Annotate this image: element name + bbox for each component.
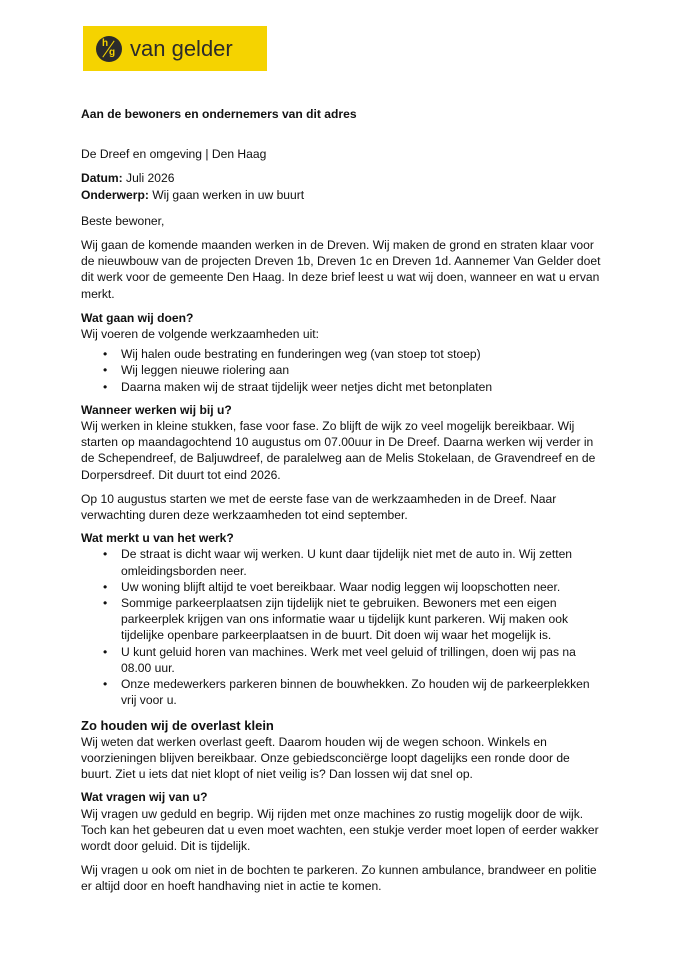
list-item: • Onze medewerkers parkeren binnen de bouwhekken. Zo houden wij de parkeerplekken vrij voor u. [121, 676, 601, 708]
section-nuisance-paragraph: Wij weten dat werken overlast geeft. Daarom houden wij de wegen schoon. Winkels en voorzieningen blijven bereikbaar. Onze gebiedsconciërge loopt dagelijks een ronde door de buurt. Ziet u iets dat niet klopt of niet veilig is? Dan lossen wij dat snel op. [81, 734, 570, 782]
section-heading-notice: Wat merkt u van het werk? [81, 531, 234, 546]
subject-label: Onderwerp: [81, 187, 149, 202]
section-heading-when: Wanneer werken wij bij u? [81, 402, 232, 417]
list-item: • De straat is dicht waar wij werken. U kunt daar tijdelijk niet met de auto in. Wij zetten omleidingsborden neer. [121, 546, 601, 578]
location-line: De Dreef en omgeving | Den Haag [81, 147, 267, 162]
recipient-line: Aan de bewoners en ondernemers van dit adres [81, 107, 357, 121]
date-line [81, 170, 601, 186]
logo-text: van gelder [130, 35, 233, 61]
list-item: • Daarna maken wij de straat tijdelijk weer netjes dicht met betonplaten [121, 379, 601, 395]
section-heading-request: Wat vragen wij van u? [81, 790, 208, 805]
intro-paragraph: Wij gaan de komende maanden werken in de Dreven. Wij maken de grond en straten klaar voor de nieuwbouw van de projecten Dreven 1b, Dreven 1c en Dreven 1d. Aannemer Van Gelder doet dit werk voor de gemeente Den Haag. In deze brief leest u wat wij doen, wanneer en wat u ervan merkt. [81, 238, 601, 301]
logo-mark-h: h [102, 37, 109, 49]
list-item: • Sommige parkeerplaatsen zijn tijdelijk niet te gebruiken. Bewoners met een eigen parkeerplek krijgen van ons informatie waar u tijdelijk kunt parkeren. Wij maken ook tijdelijke openbare parkeerplaatsen in de buurt. Dit doen wij waar het mogelijk is. [121, 595, 601, 644]
section-what-intro: Wij voeren de volgende werkzaamheden uit: [81, 327, 319, 342]
logo-mark-g: g [109, 46, 116, 58]
work-list [81, 346, 601, 395]
section-when-paragraph-1: Wij werken in kleine stukken, fase voor fase. Zo blijft de wijk zo veel mogelijk bereikbaar. Wij starten op maandagochtend 10 augustus om 07.00uur in De Dreef. Daarna werken wij verder in de Schependreef, de Baljuwdreef, de paralelweg aan de Melis Stokelaan, de Gravendreef en de Dorpersdreef. Dit duurt tot eind 2026. [81, 419, 596, 482]
date-value: Juli 2026 [122, 171, 175, 186]
list-item: • U kunt geluid horen van machines. Werk met veel geluid of trillingen, doen wij pas na 08.00 uur. [121, 644, 601, 676]
list-item: • Wij leggen nieuwe riolering aan [121, 362, 601, 378]
section-heading-what: Wat gaan wij doen? [81, 310, 194, 325]
salutation: Beste bewoner, [81, 213, 165, 228]
notice-list [81, 546, 601, 708]
list-item: • Uw woning blijft altijd te voet bereikbaar. Waar nodig leggen wij loopschotten neer. [121, 579, 601, 595]
date-label: Datum: [81, 171, 123, 186]
section-request-paragraph-2: Wij vragen u ook om niet in de bochten te parkeren. Zo kunnen ambulance, brandweer en politie er altijd door en hoeft handhaving niet in actie te komen. [81, 863, 597, 894]
section-when-paragraph-2: Op 10 augustus starten we met de eerste fase van de werkzaamheden in de Dreef. Naar verwachting duren deze werkzaamheden tot eind september. [81, 491, 557, 523]
section-heading-nuisance: Zo houden wij de overlast klein [81, 717, 274, 733]
subject-line [81, 187, 601, 203]
letter-body [81, 106, 601, 895]
section-request-paragraph-1: Wij vragen uw geduld en begrip. Wij rijden met onze machines zo rustig mogelijk door de wijk. Toch kan het gebeuren dat u even moet wachten, een stukje verder moet lopen of eerder wakker wordt door geluid. Dit is tijdelijk. [81, 806, 599, 853]
list-item: • Wij halen oude bestrating en funderingen weg (van stoep tot stoep) [121, 346, 601, 362]
logo-mark-icon [96, 36, 122, 62]
subject-value: Wij gaan werken in uw buurt [148, 187, 305, 202]
company-logo [83, 26, 267, 71]
